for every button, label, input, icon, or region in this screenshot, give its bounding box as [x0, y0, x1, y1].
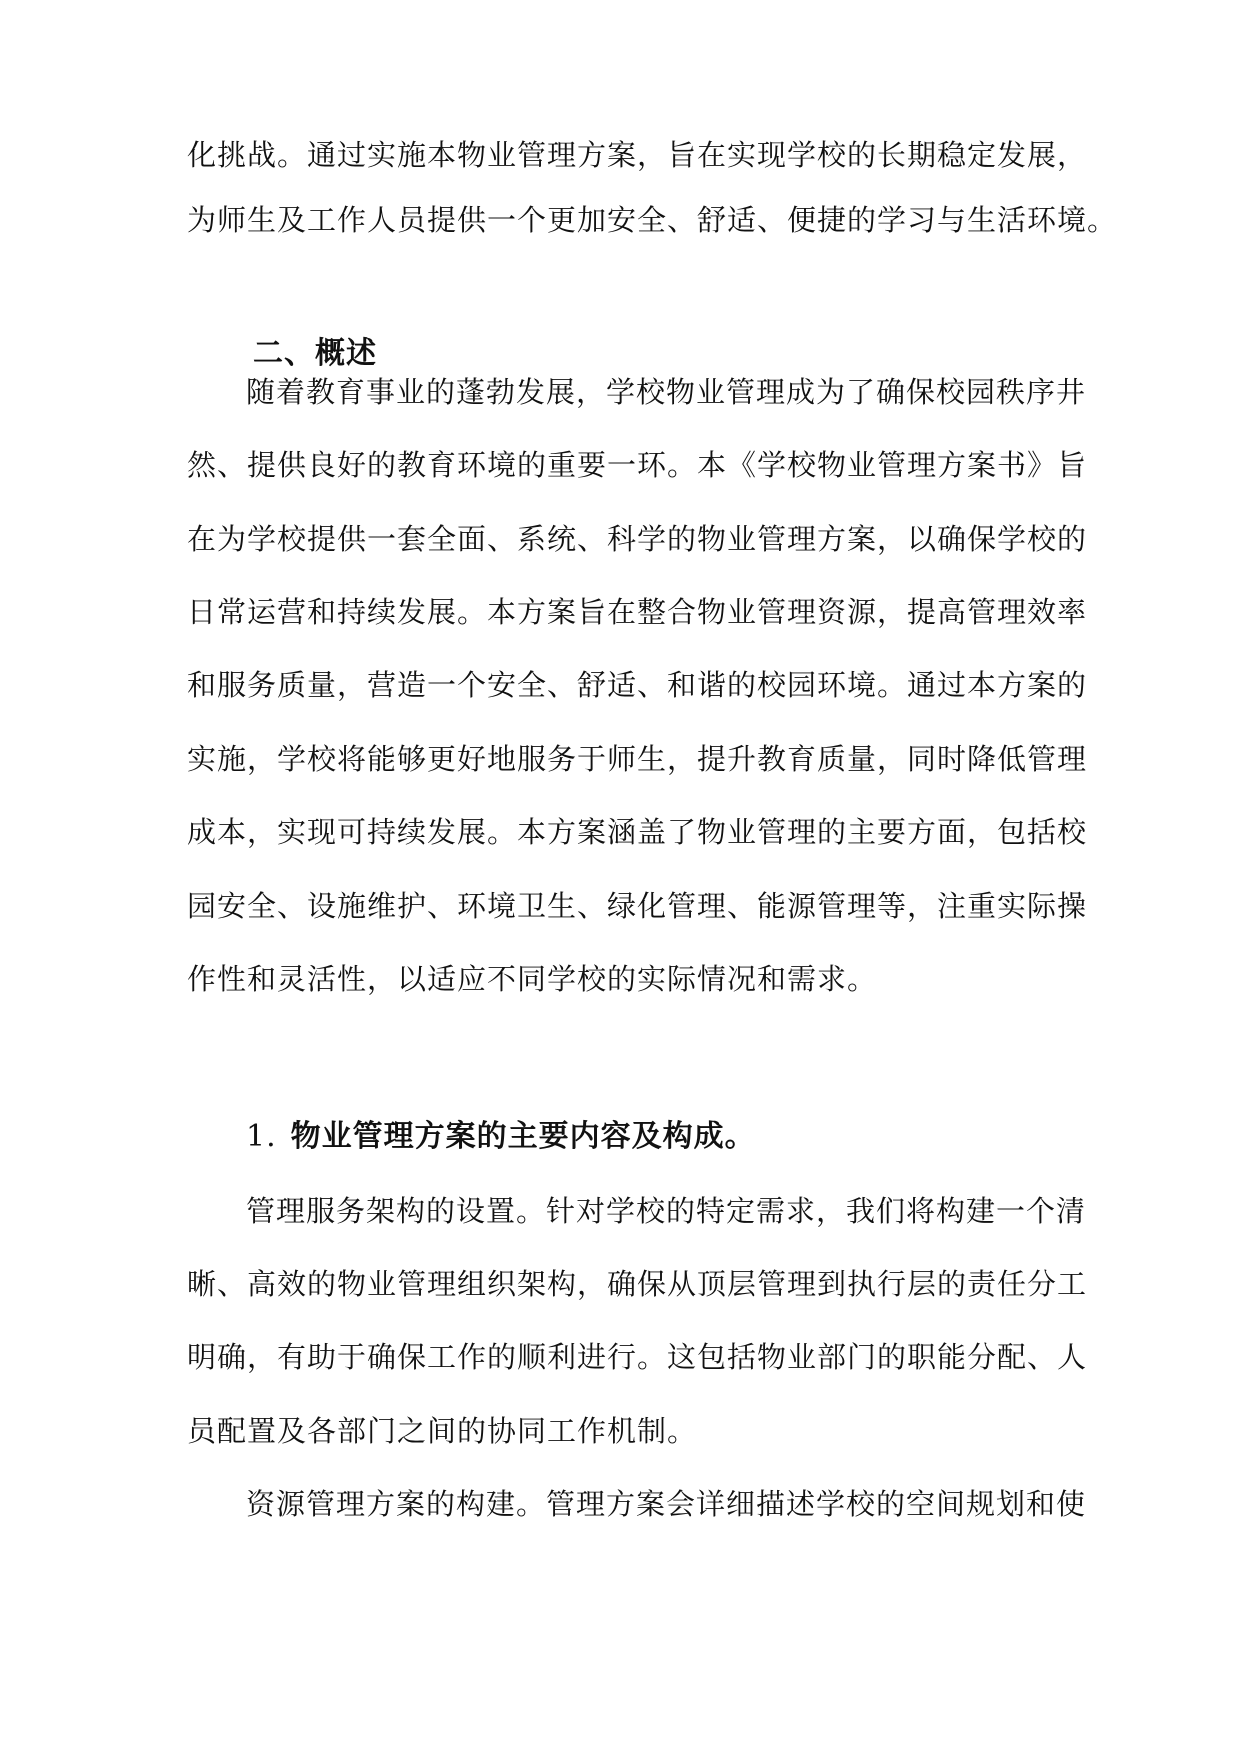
paragraph-line: 资源管理方案的构建。管理方案会详细描述学校的空间规划和使 — [246, 1487, 1087, 1521]
paragraph-line: 作性和灵活性，以适应不同学校的实际情况和需求。 — [187, 962, 878, 996]
paragraph-line: 为师生及工作人员提供一个更加安全、舒适、便捷的学习与生活环境。 — [187, 203, 1118, 237]
subsection-heading — [246, 1117, 756, 1157]
paragraph-line: 员配置及各部门之间的协同工作机制。 — [187, 1414, 698, 1448]
paragraph-line: 和服务质量，营造一个安全、舒适、和谐的校园环境。通过本方案的 — [187, 668, 1088, 702]
paragraph-line: 成本，实现可持续发展。本方案涵盖了物业管理的主要方面，包括校 — [187, 815, 1088, 849]
paragraph-line: 实施，学校将能够更好地服务于师生，提升教育质量，同时降低管理 — [187, 742, 1088, 776]
paragraph-line: 然、提供良好的教育环境的重要一环。本《学校物业管理方案书》旨 — [187, 448, 1088, 482]
paragraph-line: 管理服务架构的设置。针对学校的特定需求，我们将构建一个清 — [246, 1194, 1087, 1228]
paragraph-line: 日常运营和持续发展。本方案旨在整合物业管理资源，提高管理效率 — [187, 595, 1088, 629]
section-heading: 二、概述 — [253, 336, 377, 371]
paragraph-line: 园安全、设施维护、环境卫生、绿化管理、能源管理等，注重实际操 — [187, 889, 1088, 923]
paragraph-line: 明确，有助于确保工作的顺利进行。这包括物业部门的职能分配、人 — [187, 1340, 1088, 1374]
subsection-number: 1. — [246, 1119, 277, 1154]
paragraph-line: 随着教育事业的蓬勃发展，学校物业管理成为了确保校园秩序井 — [246, 375, 1087, 409]
paragraph-line: 化挑战。通过实施本物业管理方案，旨在实现学校的长期稳定发展， — [187, 138, 1088, 172]
paragraph-line: 晰、高效的物业管理组织架构，确保从顶层管理到执行层的责任分工 — [187, 1267, 1088, 1301]
subsection-title: 物业管理方案的主要内容及构成。 — [290, 1119, 756, 1154]
paragraph-line: 在为学校提供一套全面、系统、科学的物业管理方案，以确保学校的 — [187, 522, 1088, 556]
